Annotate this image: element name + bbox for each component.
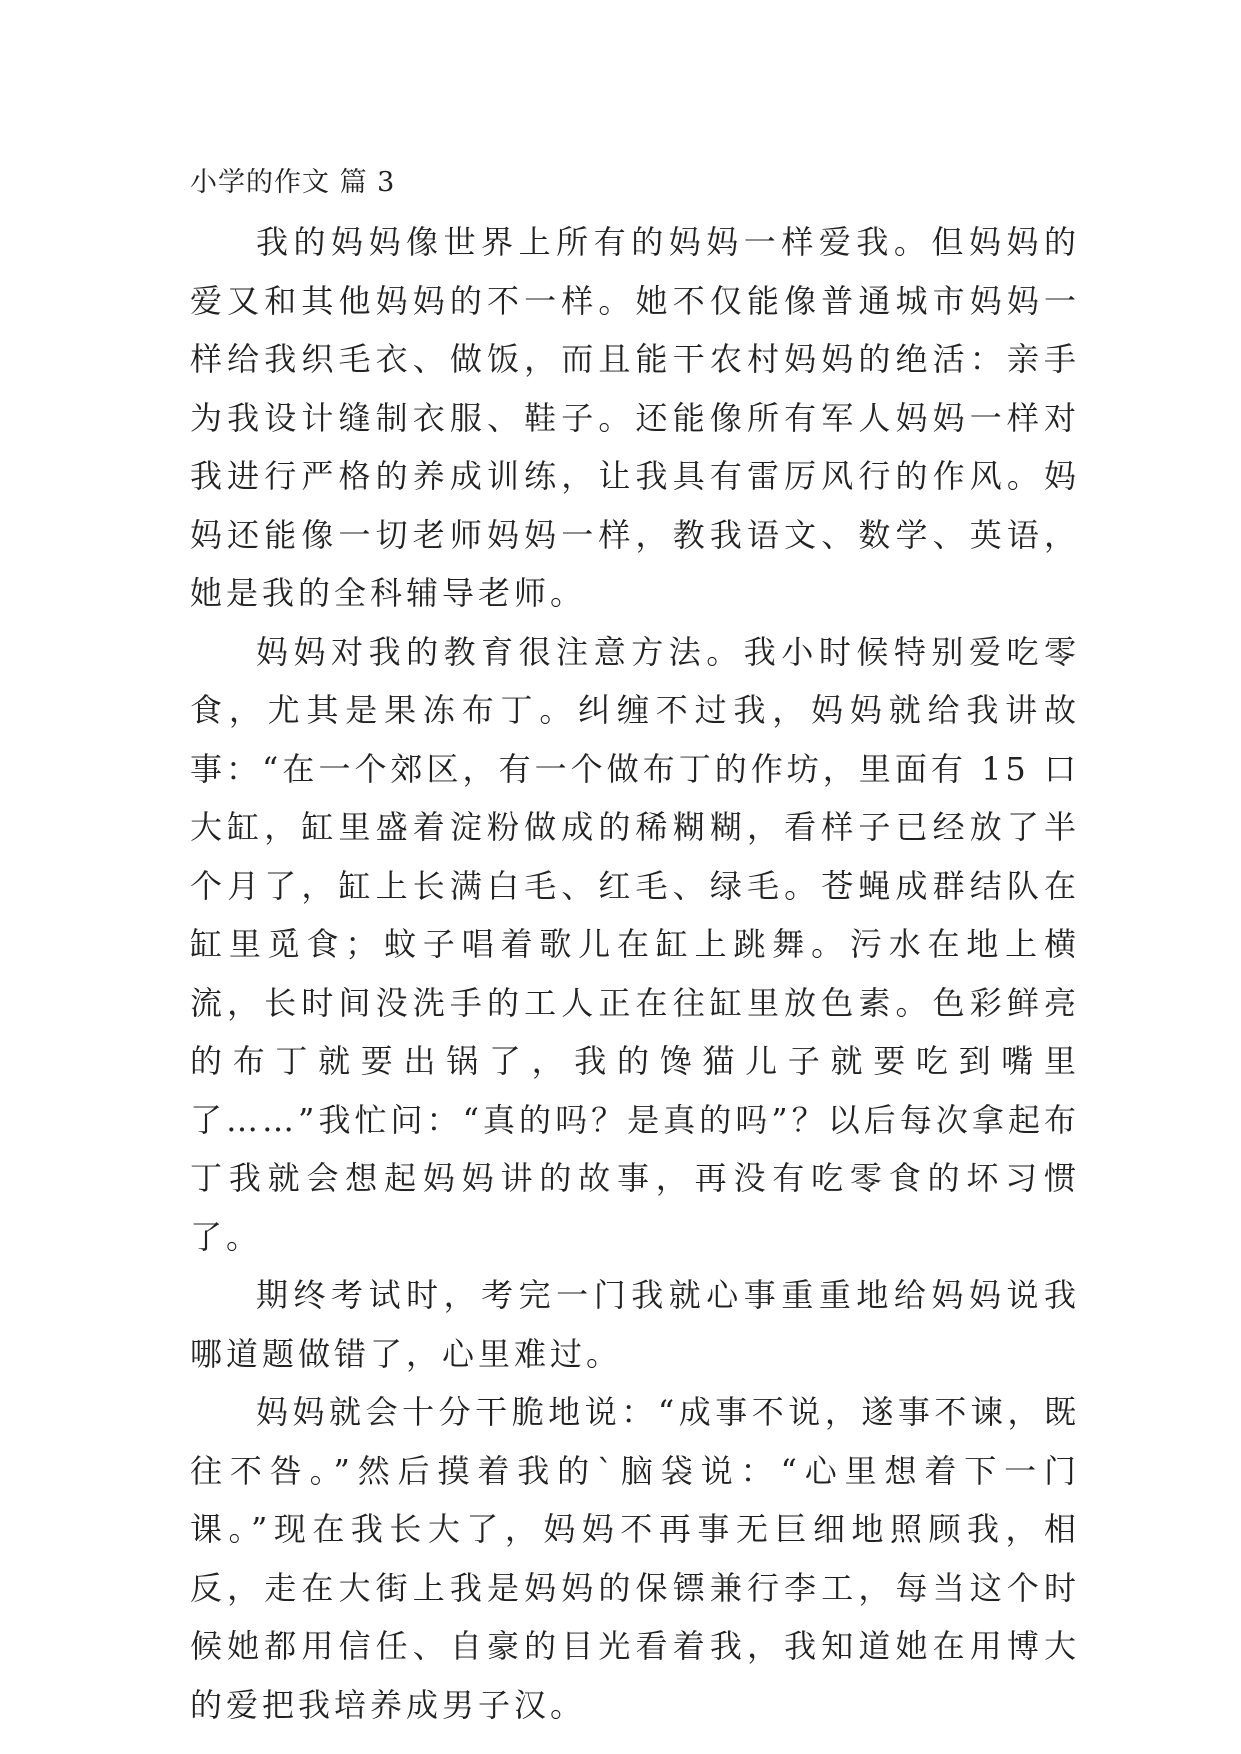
paragraph-3: 期终考试时，考完一门我就心事重重地给妈妈说我哪道题做错了，心里难过。 (190, 1276, 1080, 1373)
paragraph-2: 妈妈对我的教育很注意方法。我小时候特别爱吃零食，尤其是果冻布丁。纠缠不过我，妈妈就给我讲故事：“在一个郊区，有一个做布丁的作坊，里面有 15 口大缸，缸里盛着淀粉做成的稀糊糊，看样子已经放了半个月了，缸上长满白毛、红毛、绿毛。苍蝇成群结队在缸里觅食；蚊子唱着歌儿在缸上跳舞。污水在地上横流，长时间没洗手的工人正在往缸里放色素。色彩鲜亮的布丁就要出锅了，我的馋猫儿子就要吃到嘴里了……”我忙问：“真的吗？是真的吗”？以后每次拿起布丁我就会想起妈妈讲的故事，再没有吃零食的坏习惯了。 (190, 632, 1080, 1256)
document-body (190, 163, 1080, 1734)
paragraph-1: 我的妈妈像世界上所有的妈妈一样爱我。但妈妈的爱又和其他妈妈的不一样。她不仅能像普通城市妈妈一样给我织毛衣、做饭，而且能干农村妈妈的绝活：亲手为我设计缝制衣服、鞋子。还能像所有军人妈妈一样对我进行严格的养成训练，让我具有雷厉风行的作风。妈妈还能像一切老师妈妈一样，教我语文、数学、英语，她是我的全科辅导老师。 (190, 223, 1080, 612)
document-title: 小学的作文 篇 3 (190, 167, 396, 198)
paragraph-4: 妈妈就会十分干脆地说：“成事不说，遂事不谏，既往不咎。”然后摸着我的`脑袋说：“心里想着下一门课。”现在我长大了，妈妈不再事无巨细地照顾我，相反，走在大街上我是妈妈的保镖兼行李工，每当这个时候她都用信任、自豪的目光看着我，我知道她在用博大的爱把我培养成男子汉。 (190, 1393, 1080, 1724)
